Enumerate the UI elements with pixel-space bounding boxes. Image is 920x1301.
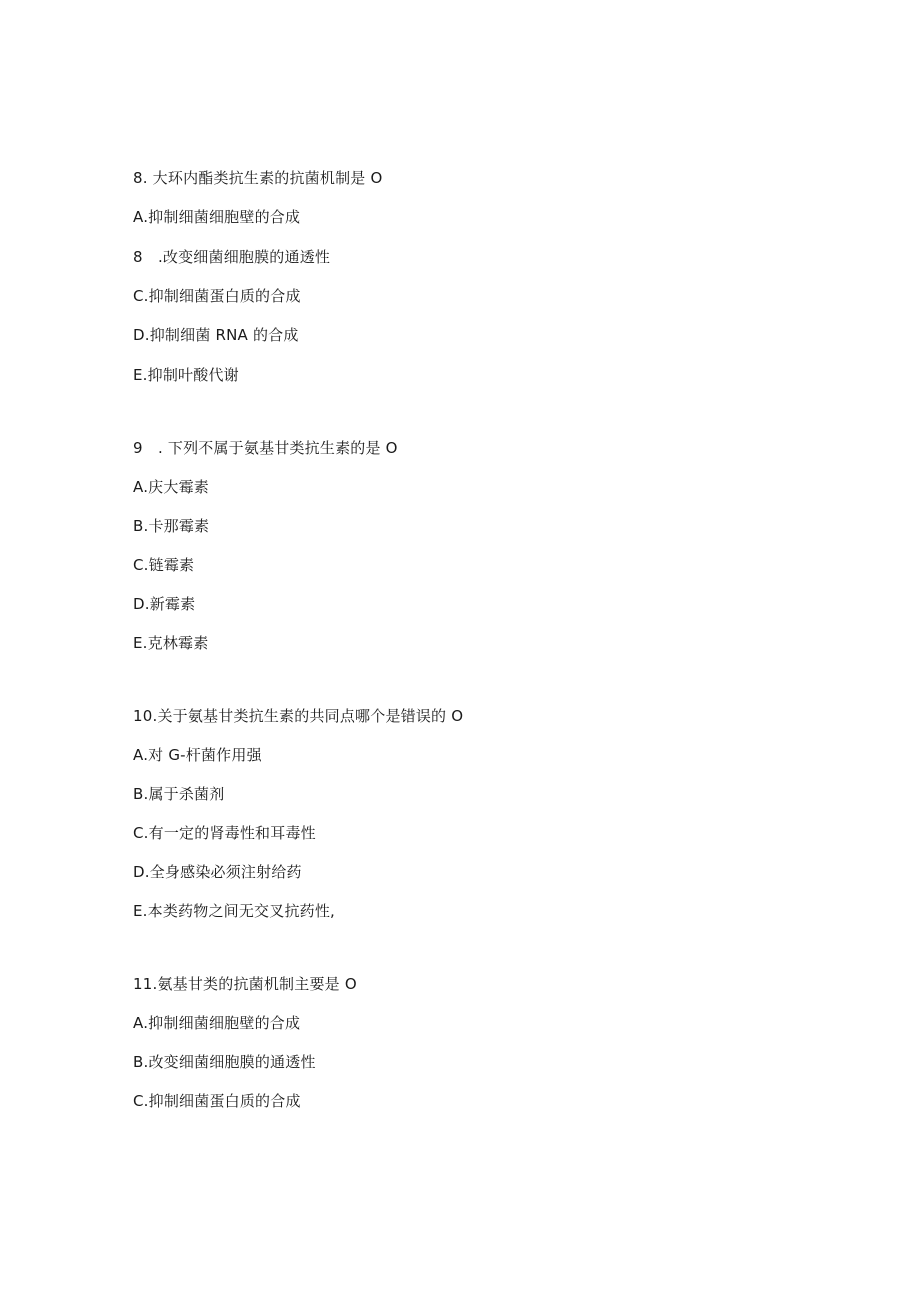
question-10-stem: 10.关于氨基甘类抗生素的共同点哪个是错误的 O: [133, 707, 464, 725]
question-11-option-c: C.抑制细菌蛋白质的合成: [133, 1092, 301, 1110]
question-10-option-e: E.本类药物之间无交叉抗药性,: [133, 902, 336, 920]
question-10-option-c: C.有一定的肾毒性和耳毒性: [133, 824, 316, 842]
question-9-option-d: D.新霉素: [133, 595, 196, 613]
question-9-option-e: E.克林霉素: [133, 634, 209, 652]
question-9-option-a: A.庆大霉素: [133, 478, 209, 496]
question-8-option-a: A.抑制细菌细胞壁的合成: [133, 208, 301, 226]
question-11-option-b: B.改变细菌细胞膜的通透性: [133, 1053, 316, 1071]
question-10-option-a: A.对 G-杆菌作用强: [133, 746, 262, 764]
question-9-option-b: B.卡那霉素: [133, 517, 210, 535]
question-10-option-d: D.全身感染必须注射给药: [133, 863, 302, 881]
question-8-option-d: D.抑制细菌 RNA 的合成: [133, 326, 299, 344]
question-8-stem: 8. 大环内酯类抗生素的抗菌机制是 O: [133, 169, 383, 187]
question-11-stem: 11.氨基甘类的抗菌机制主要是 O: [133, 975, 357, 993]
question-9-stem: 9 . 下列不属于氨基甘类抗生素的是 O: [133, 439, 398, 457]
question-8-option-c: C.抑制细菌蛋白质的合成: [133, 287, 301, 305]
question-9-option-c: C.链霉素: [133, 556, 195, 574]
question-11-option-a: A.抑制细菌细胞壁的合成: [133, 1014, 301, 1032]
question-10-option-b: B.属于杀菌剂: [133, 785, 225, 803]
question-8-option-b: 8 .改变细菌细胞膜的通透性: [133, 248, 331, 266]
question-8-option-e: E.抑制叶酸代谢: [133, 366, 239, 384]
